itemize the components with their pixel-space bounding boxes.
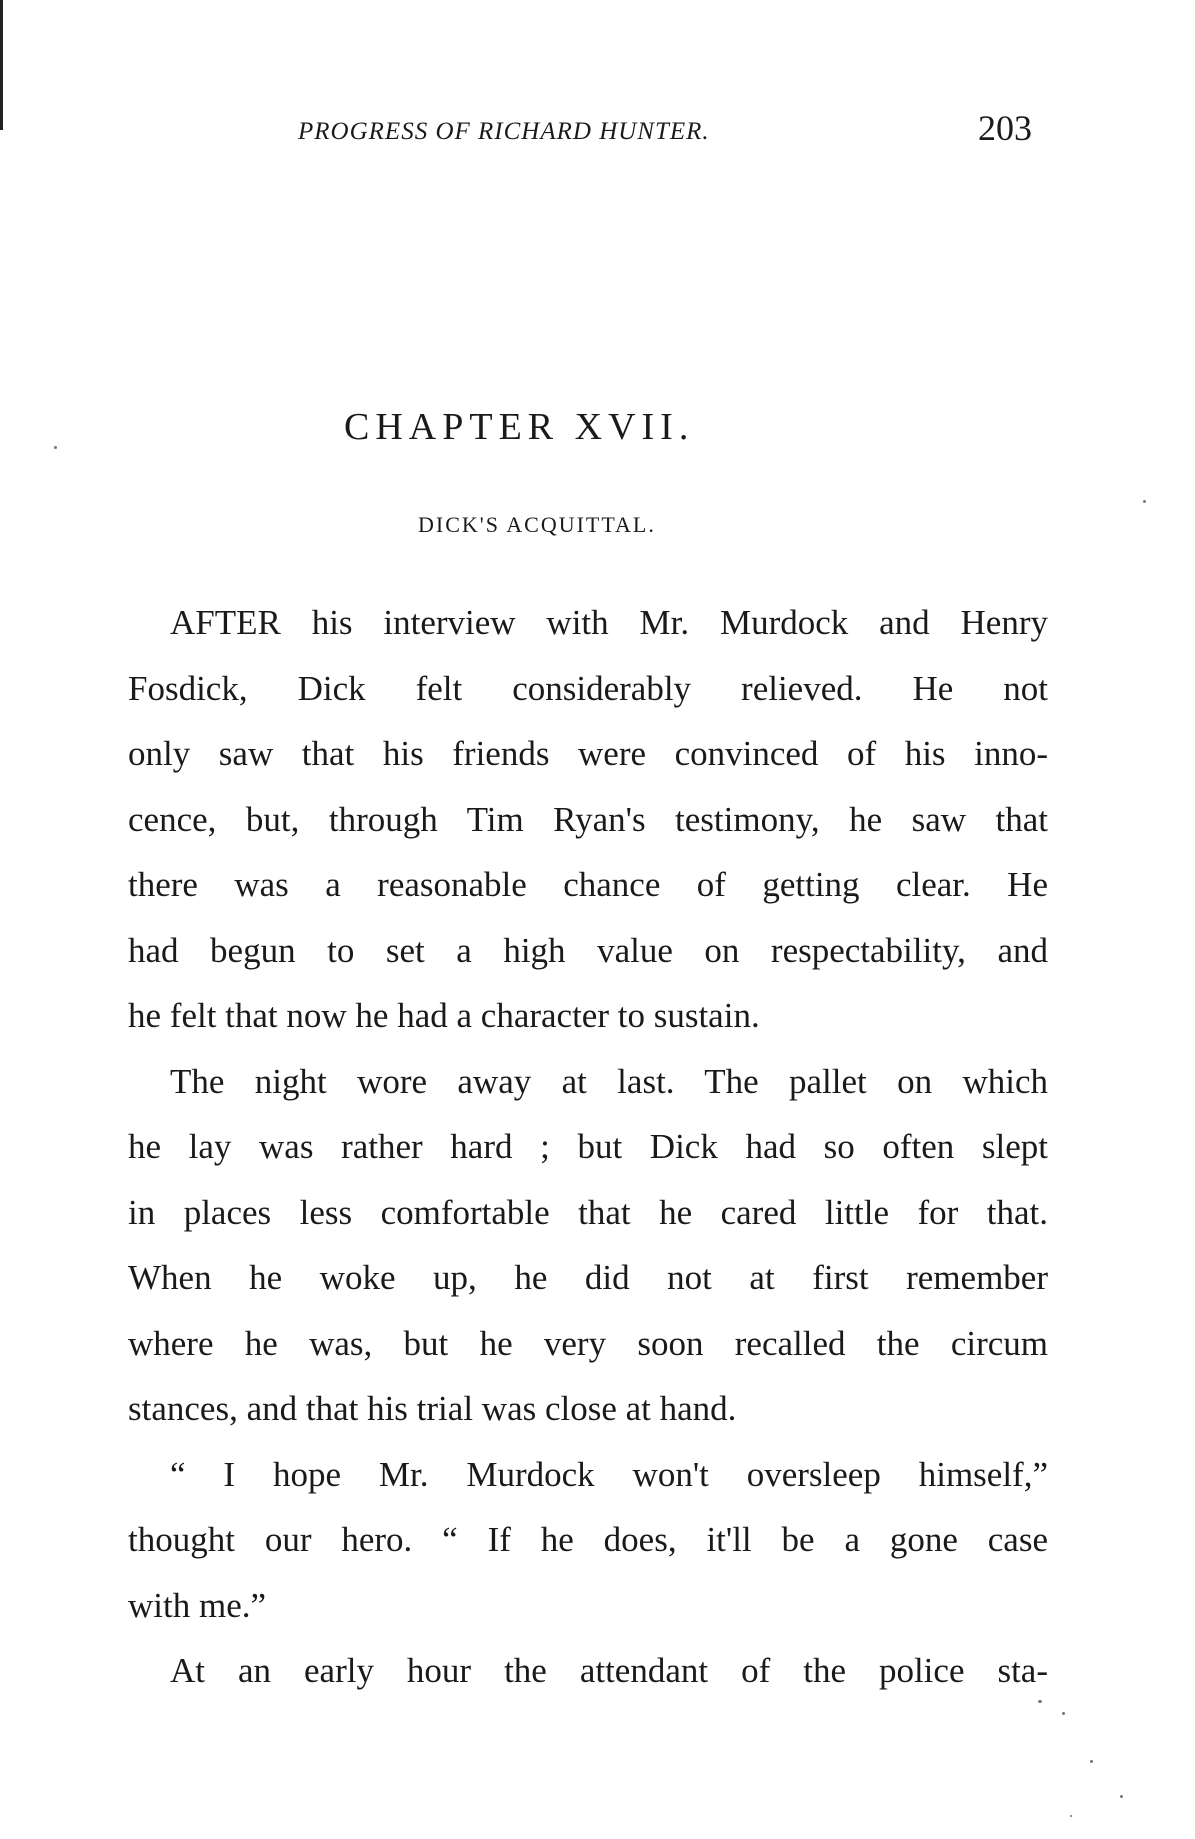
text-line: only saw that his friends were convinced of his inno- <box>128 734 1048 773</box>
text-line: had begun to set a high value on respectability, and <box>128 930 1048 970</box>
running-head: PROGRESS OF RICHARD HUNTER. <box>298 118 710 145</box>
text-line: where he was, but he very soon recalled the circum <box>128 1323 1048 1363</box>
text-line: When he woke up, he did not at first remember <box>128 1258 1048 1297</box>
text-line: he lay was rather hard ; but Dick had so often slept <box>128 1127 1048 1166</box>
print-speck <box>54 446 57 449</box>
text-line: At an early hour the attendant of the police sta- <box>170 1651 1048 1690</box>
text-line: in places less comfortable that he cared little for that. <box>128 1192 1048 1232</box>
chapter-subtitle: DICK'S ACQUITTAL. <box>418 512 656 537</box>
page-edge-shadow <box>0 0 3 130</box>
text-line: cence, but, through Tim Ryan's testimony, he saw that <box>128 799 1048 839</box>
text-line: thought our hero. “ If he does, it'll be a gone case <box>128 1520 1048 1559</box>
body-text <box>128 590 1048 1704</box>
page-number: 203 <box>978 108 1032 148</box>
print-speck <box>1070 1815 1072 1817</box>
print-speck <box>1120 1795 1123 1798</box>
chapter-title: CHAPTER XVII. <box>344 406 695 448</box>
text-line: there was a reasonable chance of getting clear. He <box>128 865 1048 904</box>
print-speck <box>1090 1760 1093 1763</box>
text-line: The night wore away at last. The pallet on which <box>170 1061 1048 1101</box>
print-speck <box>1143 500 1146 503</box>
print-speck <box>1038 1700 1042 1703</box>
text-line: “ I hope Mr. Murdock won't oversleep himself,” <box>170 1454 1048 1494</box>
text-line: stances, and that his trial was close at hand. <box>128 1389 737 1428</box>
text-line: he felt that now he had a character to sustain. <box>128 996 760 1035</box>
text-line: with me.” <box>128 1585 267 1625</box>
print-speck <box>1062 1712 1065 1715</box>
text-line: Fosdick, Dick felt considerably relieved. He not <box>128 668 1048 708</box>
text-line: AFTER his interview with Mr. Murdock and Henry <box>170 603 1048 642</box>
